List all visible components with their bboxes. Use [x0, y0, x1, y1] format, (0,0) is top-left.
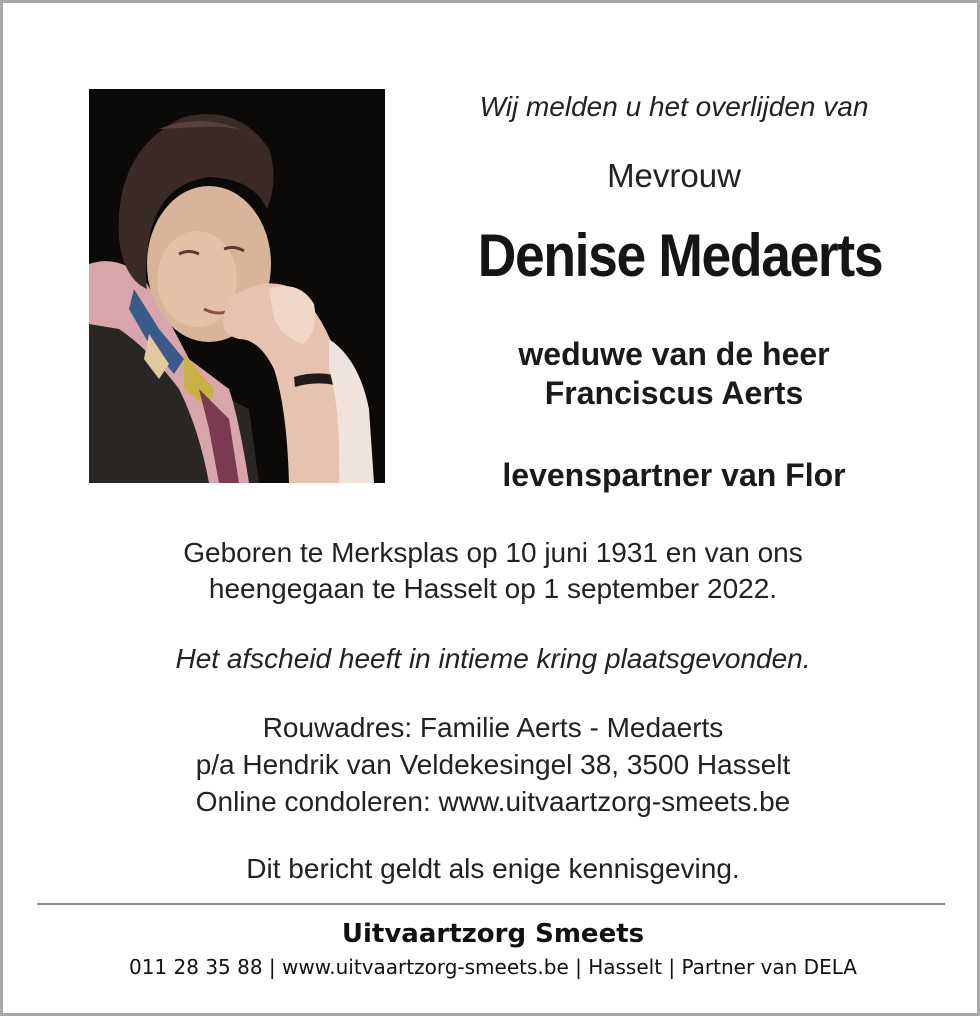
farewell-text: Het afscheid heeft in intieme kring plaatsgevonden. [175, 643, 811, 674]
portrait-photo [89, 89, 385, 483]
address-line-3: Online condoleren: www.uitvaartzorg-smeets.be [195, 786, 791, 817]
footer-divider [37, 903, 945, 905]
address-line-2: p/a Hendrik van Veldekesingel 38, 3500 Hasselt [195, 749, 791, 780]
address-line-1: Rouwadres: Familie Aerts - Medaerts [262, 712, 724, 743]
life-partner-text: levenspartner van Flor [502, 457, 846, 493]
funeral-company-name: Uitvaartzorg Smeets [341, 919, 645, 949]
widow-of-text [403, 335, 945, 413]
widow-line-1: weduwe van de heer [518, 336, 830, 372]
birth-line-2: heengegaan te Hasselt op 1 september 2022. [208, 573, 778, 604]
birth-death-text [43, 535, 943, 607]
widow-line-2: Franciscus Aerts [544, 375, 804, 411]
intro-text: Wij melden u het overlijden van [479, 91, 869, 122]
honorific-title: Mevrouw [607, 157, 741, 194]
funeral-company-info: 011 28 35 88 | www.uitvaartzorg-smeets.be | Hasselt | Partner van DELA [128, 955, 857, 979]
notice-text: Dit bericht geldt als enige kennisgeving. [246, 853, 740, 884]
mourning-address [43, 709, 943, 820]
deceased-name: Denise Medaerts [477, 222, 883, 289]
birth-line-1: Geboren te Merksplas op 10 juni 1931 en van ons [183, 537, 803, 568]
